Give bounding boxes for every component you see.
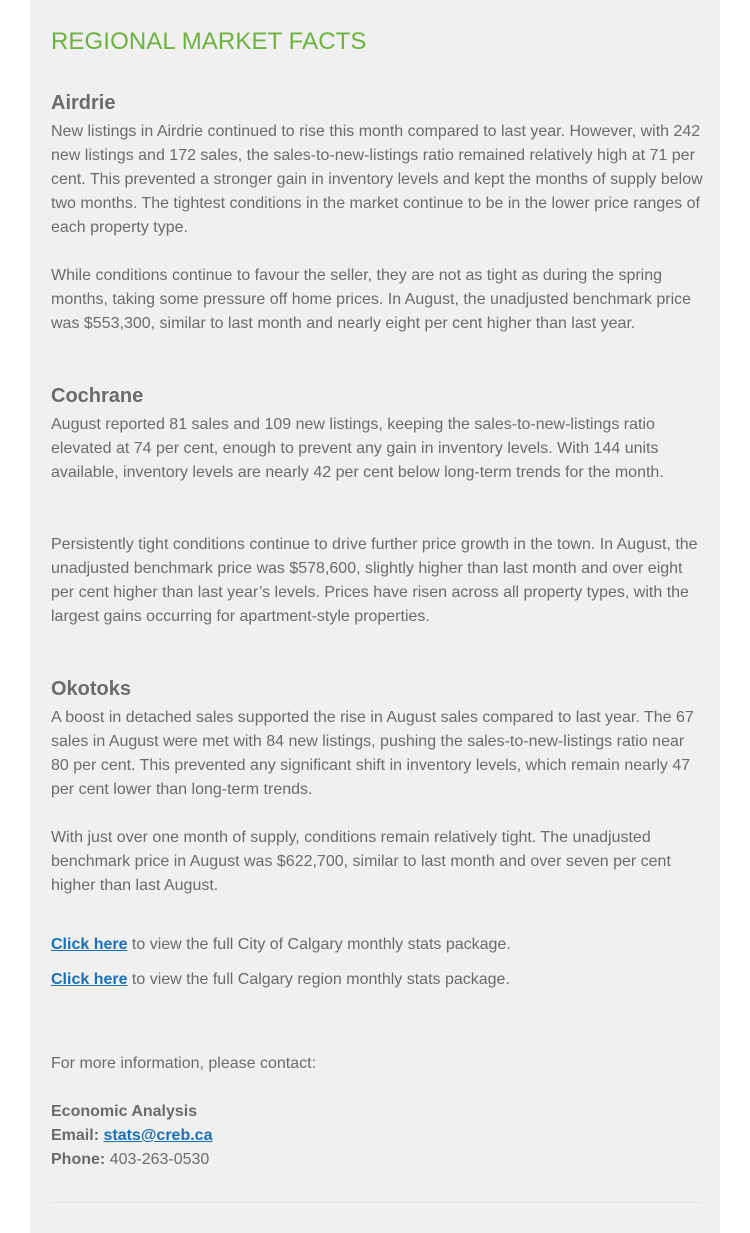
okotoks-paragraph-2: With just over one month of supply, conditions remain relatively tight. The unadjusted benchmark price in August was $622,700, similar to last month and over seven per cent higher than last August. [51,829,671,894]
phone-label: Phone: [51,1151,106,1168]
region-stats-link-line [51,968,510,992]
contact-department: Economic Analysis [51,1103,198,1120]
contact-email-line [51,1124,212,1148]
okotoks-paragraph-1: A boost in detached sales supported the rise in August sales compared to last year. The 67 sales in August were met with 84 new listings, pushing the sales-to-new-listings ratio near 80 per cent. This prevented any significant shift in inventory levels, which remain nearly 47 per cent lower than long-term trends. [51,709,694,798]
contact-intro: For more information, please contact: [51,1055,317,1072]
cochrane-paragraph-2: Persistently tight conditions continue to drive further price growth in the town. In August, the unadjusted benchmark price was $578,600, slightly higher than last month and over eight per cent higher than last year’s levels. Prices have risen across all property types, with the largest gains occurring for apartment-style properties. [51,536,698,625]
region-stats-link[interactable]: Click here [51,971,128,988]
airdrie-paragraph-2: While conditions continue to favour the seller, they are not as tight as during the spring months, taking some pressure off home prices. In August, the unadjusted benchmark price was $553,300, similar to last month and nearly eight per cent higher than last year. [51,267,692,332]
email-link[interactable]: stats@creb.ca [103,1127,213,1144]
phone-number: 403-263-0530 [109,1151,210,1168]
city-stats-link[interactable]: Click here [51,936,128,953]
city-stats-link-description: to view the full City of Calgary monthly stats package. [127,936,511,953]
footer-divider [51,1202,701,1203]
city-stats-link-line [51,933,511,957]
region-heading-airdrie: Airdrie [51,92,116,114]
airdrie-paragraph-1: New listings in Airdrie continued to rise this month compared to last year. However, with 242 new listings and 172 sales, the sales-to-new-listings ratio remained relatively high at 71 per cent. This prevented a stronger gain in inventory levels and kept the months of supply below two months. The tightest conditions in the market continue to be in the lower price ranges of each property type. [51,123,703,236]
region-heading-okotoks: Okotoks [51,678,132,700]
region-stats-link-description: to view the full Calgary region monthly stats package. [127,971,510,988]
section-title: REGIONAL MARKET FACTS [51,28,367,55]
region-heading-cochrane: Cochrane [51,385,144,407]
market-facts-panel [30,0,720,1233]
email-label: Email: [51,1127,100,1144]
contact-phone-line [51,1148,212,1172]
contact-block [51,1100,212,1172]
cochrane-paragraph-1: August reported 81 sales and 109 new listings, keeping the sales-to-new-listings ratio elevated at 74 per cent, enough to prevent any gain in inventory levels. With 144 units available, inventory levels are nearly 42 per cent below long-term trends for the month. [51,416,664,481]
